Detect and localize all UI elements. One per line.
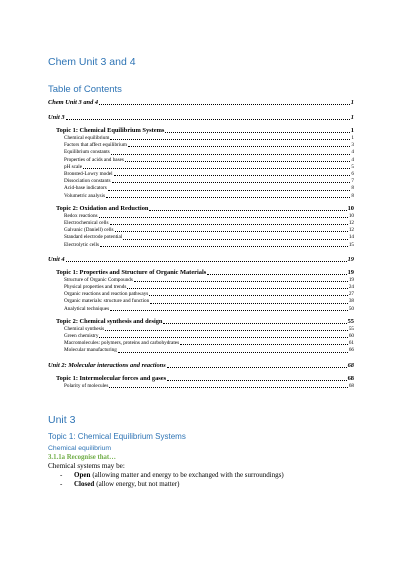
toc-page-number: 4 — [351, 149, 354, 156]
toc-leader-dots — [105, 330, 348, 331]
toc-page-number: 24 — [348, 284, 354, 291]
toc-page-number: 1 — [351, 135, 354, 141]
toc-entry-title: Topic 2: Chemical synthesis and design — [56, 317, 163, 325]
point-heading: 3.1.1a Recognise that… — [48, 454, 116, 461]
toc-leader-dots — [165, 132, 349, 133]
toc-leader-dots — [112, 182, 351, 183]
toc-page-number: 10 — [348, 212, 354, 219]
toc-leader-dots — [150, 303, 348, 304]
toc-page-number: 68 — [347, 361, 354, 369]
toc-entry[interactable] — [48, 347, 354, 354]
bullet-text: (allowing matter and energy to be exchanged with the surroundings) — [92, 471, 284, 479]
toc-page-number: 68 — [347, 374, 354, 382]
toc-entry[interactable] — [48, 213, 354, 220]
toc-entry[interactable] — [48, 277, 354, 284]
toc-leader-dots — [163, 323, 346, 324]
toc-entry[interactable] — [48, 383, 354, 390]
toc-entry[interactable] — [48, 142, 354, 149]
toc-entry-title: Electrolytic cells — [64, 241, 100, 248]
toc-page-number: 5 — [351, 163, 354, 170]
toc-leader-dots — [110, 224, 348, 225]
toc-leader-dots — [110, 310, 348, 311]
toc-leader-dots — [149, 210, 346, 211]
toc-page-number: 27 — [348, 291, 354, 298]
toc-entry-title: Polarity of molecules — [64, 382, 109, 389]
body-section — [48, 414, 354, 489]
toc-entry-title: Unit 2: Molecular interactions and reactions — [48, 361, 166, 369]
table-of-contents — [48, 98, 354, 390]
toc-leader-dots — [108, 190, 351, 191]
toc-leader-dots — [83, 168, 350, 169]
toc-page-number: 19 — [347, 268, 354, 276]
toc-entry[interactable] — [48, 204, 354, 213]
toc-entry-title: Chemical equilibrium — [64, 135, 110, 141]
toc-page-number: 55 — [348, 325, 354, 332]
toc-entry[interactable] — [48, 242, 354, 249]
bullet-dash: - — [60, 471, 63, 479]
toc-leader-dots — [118, 352, 348, 353]
toc-leader-dots — [106, 197, 350, 198]
list-item — [60, 471, 354, 480]
bullet-text: (allow energy, but not matter) — [96, 480, 180, 488]
unit-heading: Unit 3 — [48, 414, 76, 426]
bullet-list — [48, 471, 354, 489]
toc-entry[interactable] — [48, 306, 354, 313]
toc-entry[interactable] — [48, 178, 354, 185]
toc-leader-dots — [66, 261, 347, 262]
toc-entry[interactable] — [48, 326, 354, 333]
toc-entry[interactable] — [48, 284, 354, 291]
toc-leader-dots — [99, 217, 348, 218]
toc-page-number: 6 — [351, 171, 354, 178]
toc-entry-title: Molecular manufacturing — [64, 347, 117, 354]
toc-entry[interactable] — [48, 234, 354, 241]
toc-leader-dots — [123, 239, 348, 240]
toc-leader-dots — [134, 281, 348, 282]
toc-entry[interactable] — [48, 185, 354, 192]
list-item — [60, 480, 354, 489]
toc-page-number: 10 — [347, 204, 354, 212]
toc-leader-dots — [114, 175, 351, 176]
toc-entry-title: Chem Unit 3 and 4 — [48, 99, 99, 106]
toc-entry-title: Galvanic (Daniell) cells — [64, 227, 114, 234]
toc-leader-dots — [207, 274, 346, 275]
toc-page-number: 1 — [350, 114, 354, 121]
toc-entry[interactable] — [48, 298, 354, 305]
toc-leader-dots — [100, 246, 348, 247]
document-title: Chem Unit 3 and 4 — [48, 56, 136, 68]
toc-page-number: 60 — [348, 333, 354, 340]
toc-entry-title: Unit 3 — [48, 114, 65, 121]
toc-entry[interactable] — [48, 98, 354, 107]
toc-leader-dots — [167, 380, 346, 381]
toc-entry[interactable] — [48, 126, 354, 135]
toc-entry-title: Standard electrode potential — [64, 234, 123, 241]
toc-leader-dots — [66, 119, 350, 120]
toc-entry[interactable] — [48, 333, 354, 340]
toc-page-number: 1 — [350, 99, 354, 106]
toc-page-number: 66 — [348, 347, 354, 354]
toc-leader-dots — [180, 344, 348, 345]
toc-entry-title: Topic 1: Properties and Structure of Organic Materials — [56, 268, 207, 276]
toc-entry[interactable] — [48, 317, 354, 326]
toc-leader-dots — [99, 104, 350, 105]
toc-entry-title: Redox reactions — [64, 212, 98, 219]
toc-page-number: 12 — [348, 227, 354, 234]
toc-entry-title: Dissociation constants — [64, 178, 111, 185]
toc-entry[interactable] — [48, 149, 354, 156]
toc-entry-title: Organic materials: structure and function — [64, 298, 150, 305]
bullet-dash: - — [60, 480, 63, 488]
toc-page-number: 14 — [348, 234, 354, 241]
toc-entry-title: Bronsted-Lowry model — [64, 171, 113, 178]
toc-page-number: 12 — [348, 220, 354, 227]
toc-entry-title: Analytical techniques — [64, 305, 110, 312]
toc-entry-title: Macromolecules: polymers, proteins and carbohydrates — [64, 340, 180, 347]
toc-entry[interactable] — [48, 157, 354, 164]
toc-entry-title: Topic 1: Chemical Equilibrium Systems — [56, 127, 165, 134]
toc-entry-title: Acid-base indicators — [64, 185, 107, 192]
toc-entry[interactable] — [48, 164, 354, 171]
toc-page-number: 15 — [348, 241, 354, 248]
toc-leader-dots — [99, 337, 347, 338]
toc-entry[interactable] — [48, 227, 354, 234]
toc-leader-dots — [125, 161, 350, 162]
toc-leader-dots — [110, 139, 350, 140]
toc-leader-dots — [115, 231, 348, 232]
toc-heading: Table of Contents — [48, 84, 122, 95]
toc-page-number: 1 — [350, 127, 354, 134]
bullet-term: Open — [74, 471, 91, 479]
toc-page-number: 68 — [348, 382, 354, 389]
toc-entry-title: Factors that affect equilibrium — [64, 142, 127, 149]
toc-entry-title: Unit 4 — [48, 255, 65, 263]
toc-page-number: 55 — [347, 317, 354, 325]
toc-entry-title: Equilibrium constants — [64, 149, 110, 156]
intro-text: Chemical systems may be: — [48, 462, 125, 470]
toc-page-number: 8 — [351, 192, 354, 199]
toc-entry[interactable] — [48, 361, 354, 370]
toc-entry[interactable] — [48, 220, 354, 227]
toc-entry-title: Topic 2: Oxidation and Reduction — [56, 204, 149, 212]
topic-heading: Topic 1: Chemical Equilibrium Systems — [48, 432, 186, 441]
toc-entry-title: Electrochemical cells — [64, 220, 109, 227]
toc-entry-title: Volumetric analysis — [64, 192, 105, 199]
toc-entry[interactable] — [48, 291, 354, 298]
toc-leader-dots — [109, 387, 347, 388]
toc-page-number: 3 — [351, 142, 354, 149]
toc-page-number: 19 — [348, 276, 354, 283]
toc-leader-dots — [149, 295, 348, 296]
toc-entry[interactable] — [48, 135, 354, 142]
toc-entry-title: Green chemistry — [64, 333, 99, 340]
toc-entry[interactable] — [48, 340, 354, 347]
toc-entry[interactable] — [48, 193, 354, 200]
toc-entry[interactable] — [48, 268, 354, 277]
toc-entry-title: Structure of Organic Compounds — [64, 276, 133, 283]
toc-page-number: 4 — [351, 156, 354, 163]
toc-leader-dots — [128, 146, 351, 147]
toc-page-number: 61 — [348, 340, 354, 347]
toc-page-number: 7 — [351, 178, 354, 185]
bullet-term: Closed — [74, 480, 95, 488]
toc-entry-title: Organic reactions and reaction pathways — [64, 291, 149, 298]
toc-entry-title: Chemical synthesis — [64, 325, 105, 332]
toc-page-number: 38 — [348, 298, 354, 305]
toc-entry-title: Topic 1: Intermolecular forces and gases — [56, 374, 167, 382]
toc-entry[interactable] — [48, 171, 354, 178]
toc-leader-dots — [111, 154, 351, 155]
toc-page-number: 8 — [351, 185, 354, 192]
toc-entry[interactable] — [48, 113, 354, 122]
toc-entry-title: Physical properties and trends — [64, 284, 127, 291]
toc-entry[interactable] — [48, 374, 354, 383]
toc-leader-dots — [167, 367, 347, 368]
toc-entry-title: pH scale — [64, 163, 83, 170]
subtopic-heading: Chemical equilibrium — [48, 445, 112, 452]
toc-leader-dots — [127, 288, 347, 289]
toc-page-number: 50 — [348, 305, 354, 312]
toc-page-number: 19 — [347, 255, 354, 263]
toc-entry[interactable] — [48, 255, 354, 264]
toc-entry-title: Properties of acids and bases — [64, 156, 124, 163]
